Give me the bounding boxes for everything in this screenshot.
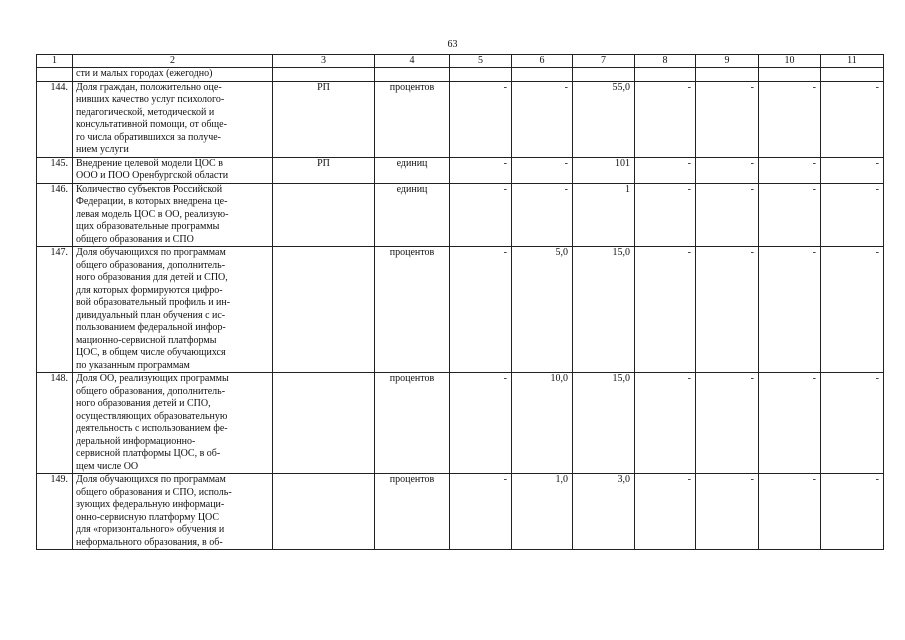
value-cell-c10: - <box>759 183 821 247</box>
table-header-row <box>37 55 884 68</box>
value-cell-c8: - <box>635 81 696 157</box>
description-line: ного образования детей и СПО, <box>76 398 211 409</box>
value-cell-c9: - <box>696 373 759 474</box>
indicator-description <box>73 68 273 82</box>
value-cell-c3 <box>273 373 375 474</box>
row-number-cell: 145. <box>37 157 73 183</box>
description-line: нием услуги <box>76 144 129 155</box>
value-cell-c4: единиц <box>375 183 450 247</box>
description-line: для «горизонтального» обучения и <box>76 524 225 535</box>
description-line: общего образования и СПО, исполь- <box>76 486 232 498</box>
value-cell-c5: - <box>450 247 512 373</box>
value-cell-c9: - <box>696 247 759 373</box>
value-cell-c11: - <box>821 157 884 183</box>
column-header: 2 <box>73 55 273 68</box>
description-line: ООО и ПОО Оренбургской области <box>76 170 229 181</box>
value-cell-c8: - <box>635 157 696 183</box>
value-cell-c10: - <box>759 373 821 474</box>
value-cell-c4: процентов <box>375 474 450 550</box>
value-cell-c11: - <box>821 474 884 550</box>
value-cell-c11: - <box>821 183 884 247</box>
description-line: зующих федеральную информаци- <box>76 499 225 510</box>
description-line: пользованием федеральной инфор- <box>76 322 226 333</box>
value-cell-c6: 1,0 <box>512 474 573 550</box>
column-header: 11 <box>821 55 884 68</box>
value-cell-c7: 3,0 <box>573 474 635 550</box>
indicator-description <box>73 81 273 157</box>
description-line: Доля обучающихся по программам <box>76 247 226 258</box>
value-cell-c5: - <box>450 474 512 550</box>
value-cell-c8: - <box>635 373 696 474</box>
value-cell-c7: 101 <box>573 157 635 183</box>
description-line: Федерации, в которых внедрена це- <box>76 196 228 207</box>
value-cell-c11: - <box>821 373 884 474</box>
description-line: общего образования, дополнитель- <box>76 259 226 271</box>
value-cell-c5: - <box>450 157 512 183</box>
value-cell-c3 <box>273 474 375 550</box>
description-line: мационно-сервисной платформы <box>76 334 217 346</box>
column-header: 5 <box>450 55 512 68</box>
description-line: Доля ОО, реализующих программы <box>76 373 229 384</box>
description-line: Количество субъектов Российской <box>76 183 223 195</box>
value-cell-c9: - <box>696 474 759 550</box>
description-line: сервисной платформы ЦОС, в об- <box>76 448 221 459</box>
value-cell-c3: РП <box>273 157 375 183</box>
value-cell-c4: единиц <box>375 157 450 183</box>
table-row <box>37 183 884 247</box>
value-cell-c7: 15,0 <box>573 247 635 373</box>
row-number-cell: 148. <box>37 373 73 474</box>
value-cell-c3 <box>273 247 375 373</box>
value-cell-c7: 1 <box>573 183 635 247</box>
column-header: 9 <box>696 55 759 68</box>
value-cell-c7: 55,0 <box>573 81 635 157</box>
continuation-row <box>37 68 884 82</box>
column-header: 10 <box>759 55 821 68</box>
value-cell-c9: - <box>696 183 759 247</box>
value-cell-c6: 10,0 <box>512 373 573 474</box>
description-line: онно-сервисную платформу ЦОС <box>76 511 220 523</box>
indicator-table <box>36 54 884 550</box>
row-number-cell: 146. <box>37 183 73 247</box>
value-cell-c4: процентов <box>375 81 450 157</box>
value-cell-c6: - <box>512 183 573 247</box>
row-number-cell: 144. <box>37 81 73 157</box>
description-line: Доля обучающихся по программам <box>76 474 226 485</box>
value-cell-c6: - <box>512 81 573 157</box>
value-cell-c5: - <box>450 183 512 247</box>
value-cell-c8: - <box>635 474 696 550</box>
table-row <box>37 373 884 474</box>
description-line: сти и малых городах (ежегодно) <box>76 68 213 79</box>
value-cell-c3 <box>273 183 375 247</box>
description-line: деральной информационно- <box>76 435 196 447</box>
page-number: 63 <box>447 39 458 50</box>
column-header: 3 <box>273 55 375 68</box>
value-cell-c8: - <box>635 183 696 247</box>
value-cell-c10: - <box>759 474 821 550</box>
value-cell-c10: - <box>759 81 821 157</box>
column-header: 7 <box>573 55 635 68</box>
value-cell-c7: 15,0 <box>573 373 635 474</box>
column-header: 1 <box>37 55 73 68</box>
row-number-cell: 149. <box>37 474 73 550</box>
table-row <box>37 157 884 183</box>
value-cell-c3: РП <box>273 81 375 157</box>
value-cell-c11: - <box>821 81 884 157</box>
value-cell-c4: процентов <box>375 373 450 474</box>
column-header: 4 <box>375 55 450 68</box>
description-line: общего образования, дополнитель- <box>76 385 226 397</box>
value-cell-c4: процентов <box>375 247 450 373</box>
indicator-description <box>73 247 273 373</box>
description-line: неформального образования, в об- <box>76 536 223 548</box>
row-number-cell: 147. <box>37 247 73 373</box>
value-cell-c11: - <box>821 247 884 373</box>
description-line: по указанным программам <box>76 359 190 371</box>
description-line: Доля граждан, положительно оце- <box>76 81 222 93</box>
description-line: вой образовательный профиль и ин- <box>76 297 231 308</box>
column-header: 8 <box>635 55 696 68</box>
value-cell-c9: - <box>696 157 759 183</box>
description-line: общего образования и СПО <box>76 233 194 245</box>
value-cell-c6: - <box>512 157 573 183</box>
value-cell-c8: - <box>635 247 696 373</box>
description-line: щем числе ОО <box>76 460 139 472</box>
indicator-description <box>73 474 273 550</box>
description-line: деятельность с использованием фе- <box>76 423 228 434</box>
description-line: дивидуальный план обучения с ис- <box>76 309 226 321</box>
indicator-description <box>73 373 273 474</box>
value-cell-c5: - <box>450 373 512 474</box>
description-line: консультативной помощи, от обще- <box>76 119 227 130</box>
value-cell-c9: - <box>696 81 759 157</box>
indicator-description <box>73 157 273 183</box>
table-row <box>37 247 884 373</box>
description-line: нивших качество услуг психолого- <box>76 94 225 105</box>
value-cell-c10: - <box>759 247 821 373</box>
description-line: Внедрение целевой модели ЦОС в <box>76 157 223 169</box>
description-line: щих образовательные программы <box>76 221 220 232</box>
indicator-description <box>73 183 273 247</box>
table-row <box>37 474 884 550</box>
column-header: 6 <box>512 55 573 68</box>
table-row <box>37 81 884 157</box>
description-line: педагогической, методической и <box>76 106 215 118</box>
description-line: ЦОС, в общем числе обучающихся <box>76 347 226 358</box>
value-cell-c5: - <box>450 81 512 157</box>
description-line: осуществляющих образовательную <box>76 410 228 422</box>
description-line: ного образования для детей и СПО, <box>76 272 228 283</box>
value-cell-c10: - <box>759 157 821 183</box>
description-line: для которых формируются цифро- <box>76 284 223 296</box>
value-cell-c6: 5,0 <box>512 247 573 373</box>
description-line: левая модель ЦОС в ОО, реализую- <box>76 208 229 220</box>
row-number-cell <box>37 68 73 82</box>
description-line: го числа обратившихся за получе- <box>76 131 222 143</box>
